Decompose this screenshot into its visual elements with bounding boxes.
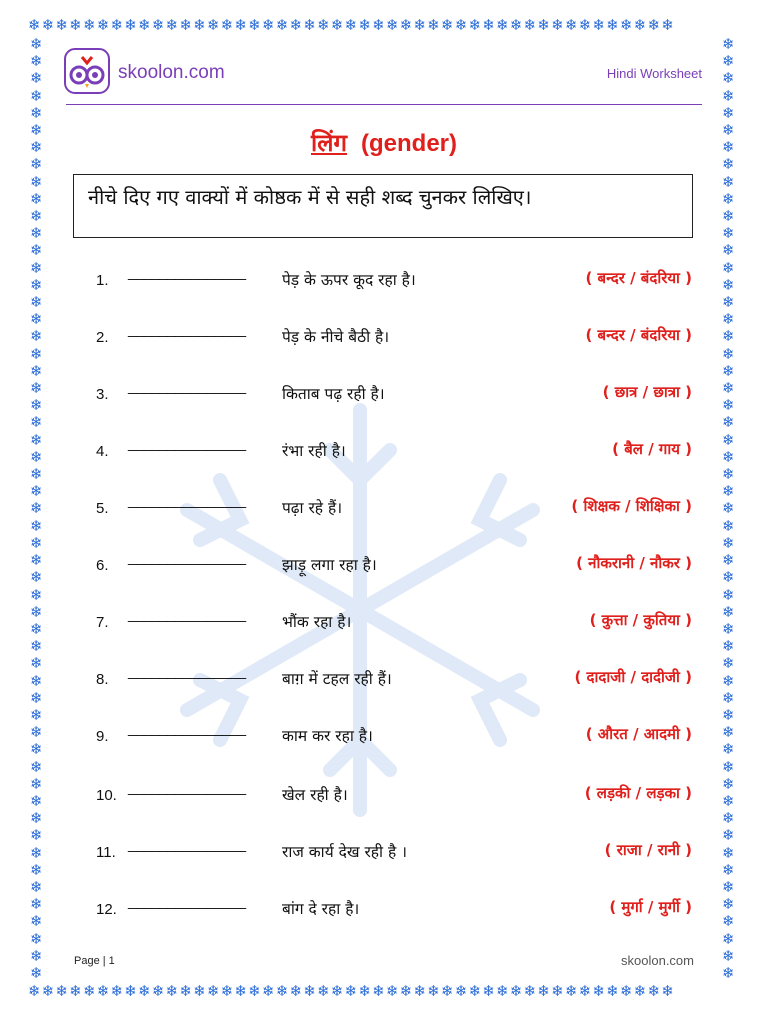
answer-blank[interactable]: _______________ <box>128 606 246 623</box>
question-sentence: बांग दे रहा है। <box>282 900 360 918</box>
question-row <box>0 435 768 473</box>
question-number: 12. <box>96 901 117 918</box>
answer-blank[interactable]: _______________ <box>128 321 246 338</box>
question-row <box>0 549 768 587</box>
instruction-text: नीचे दिए गए वाक्यों में कोष्ठक में से सही शब्द चुनकर लिखिए। <box>88 185 532 209</box>
question-row <box>0 606 768 644</box>
question-number: 6. <box>96 557 109 574</box>
answer-options: ( बैल / गाय ) <box>612 440 692 458</box>
answer-blank[interactable]: _______________ <box>128 378 246 395</box>
answer-options: ( लड़की / लड़का ) <box>584 784 692 802</box>
question-number: 10. <box>96 787 117 804</box>
question-number: 8. <box>96 671 109 688</box>
question-sentence: पेड़ के नीचे बैठी है। <box>282 328 390 346</box>
page-title <box>0 126 768 159</box>
header-divider <box>66 104 702 105</box>
page-number: Page | 1 <box>74 955 115 967</box>
question-sentence: बाग़ में टहल रही हैं। <box>282 670 392 688</box>
answer-options: ( शिक्षक / शिक्षिका ) <box>571 497 692 515</box>
question-row <box>0 264 768 302</box>
question-sentence: भौंक रहा है। <box>282 613 352 631</box>
question-number: 4. <box>96 443 109 460</box>
question-row <box>0 779 768 817</box>
answer-options: ( छात्र / छात्रा ) <box>602 383 692 401</box>
question-sentence: काम कर रहा है। <box>282 727 373 745</box>
footer-site: skoolon.com <box>621 953 694 968</box>
answer-options: ( औरत / आदमी ) <box>585 725 692 743</box>
worksheet-label: Hindi Worksheet <box>606 66 702 81</box>
title-english: (gender) <box>361 130 457 157</box>
answer-options: ( कुत्ता / कुतिया ) <box>589 611 692 629</box>
question-sentence: पेड़ के ऊपर कूद रहा है। <box>282 271 416 289</box>
answer-options: ( बन्दर / बंदरिया ) <box>585 326 692 344</box>
answer-options: ( राजा / रानी ) <box>604 841 692 859</box>
question-row <box>0 663 768 701</box>
question-row <box>0 720 768 758</box>
question-number: 3. <box>96 386 109 403</box>
answer-blank[interactable]: _______________ <box>128 492 246 509</box>
skoolon-owl-logo <box>64 48 110 94</box>
question-row <box>0 893 768 931</box>
question-sentence: रंभा रही है। <box>282 442 346 460</box>
answer-options: ( बन्दर / बंदरिया ) <box>585 269 692 287</box>
answer-blank[interactable]: _______________ <box>128 720 246 737</box>
answer-options: ( मुर्गा / मुर्गी ) <box>609 898 692 916</box>
question-sentence: झाड़ू लगा रहा है। <box>282 556 377 574</box>
question-number: 9. <box>96 728 109 745</box>
border-bottom-decoration: ❄❄❄❄❄❄❄❄❄❄❄❄❄❄❄❄❄❄❄❄❄❄❄❄❄❄❄❄❄❄❄❄❄❄❄❄❄❄❄❄❄❄❄❄❄❄❄ <box>28 984 676 1000</box>
answer-options: ( नौकरानी / नौकर ) <box>576 554 692 572</box>
question-number: 1. <box>96 272 109 289</box>
question-sentence: किताब पढ़ रही है। <box>282 385 385 403</box>
instruction-box <box>73 174 693 238</box>
border-top-decoration: ❄❄❄❄❄❄❄❄❄❄❄❄❄❄❄❄❄❄❄❄❄❄❄❄❄❄❄❄❄❄❄❄❄❄❄❄❄❄❄❄❄❄❄❄❄❄❄ <box>28 18 676 34</box>
answer-options: ( दादाजी / दादीजी ) <box>574 668 692 686</box>
question-row <box>0 378 768 416</box>
question-sentence: पढ़ा रहे हैं। <box>282 499 343 517</box>
answer-blank[interactable]: _______________ <box>128 264 246 281</box>
answer-blank[interactable]: _______________ <box>128 663 246 680</box>
question-sentence: खेल रही है। <box>282 786 348 804</box>
question-number: 7. <box>96 614 109 631</box>
answer-blank[interactable]: _______________ <box>128 893 246 910</box>
question-row <box>0 492 768 530</box>
answer-blank[interactable]: _______________ <box>128 779 246 796</box>
border-left-decoration: ❄❄❄❄❄❄❄❄❄❄❄❄❄❄❄❄❄❄❄❄❄❄❄❄❄❄❄❄❄❄❄❄❄❄❄❄❄❄❄❄❄❄❄❄❄❄❄❄❄❄❄❄❄❄❄ <box>30 36 43 982</box>
answer-blank[interactable]: _______________ <box>128 549 246 566</box>
question-row <box>0 836 768 874</box>
question-row <box>0 321 768 359</box>
question-sentence: राज कार्य देख रही है । <box>282 843 407 861</box>
question-number: 11. <box>96 844 116 861</box>
page-header <box>62 44 704 106</box>
question-number: 2. <box>96 329 109 346</box>
logo-text: skoolon.com <box>118 62 225 83</box>
title-hindi: लिंग <box>311 130 347 157</box>
answer-blank[interactable]: _______________ <box>128 836 246 853</box>
question-number: 5. <box>96 500 109 517</box>
border-right-decoration: ❄❄❄❄❄❄❄❄❄❄❄❄❄❄❄❄❄❄❄❄❄❄❄❄❄❄❄❄❄❄❄❄❄❄❄❄❄❄❄❄❄❄❄❄❄❄❄❄❄❄❄❄❄❄❄ <box>722 36 735 982</box>
answer-blank[interactable]: _______________ <box>128 435 246 452</box>
